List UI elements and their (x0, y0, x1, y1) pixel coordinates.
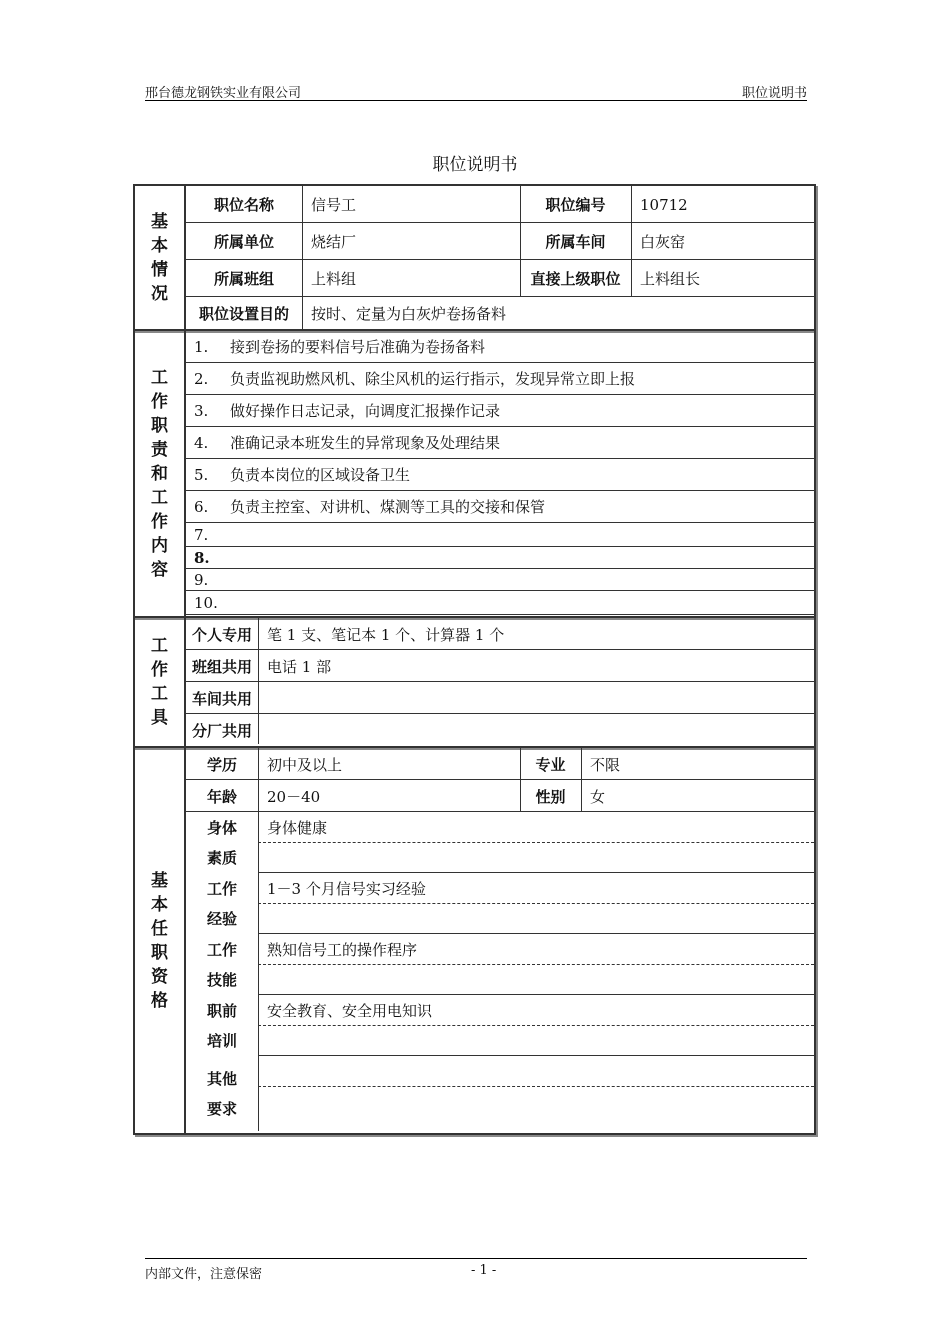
tool-value (258, 682, 814, 714)
label-line-1: 工作 (206, 879, 237, 898)
document-title: 职位说明书 (432, 155, 518, 175)
qual-block-value (258, 1056, 814, 1086)
dashed-line (258, 964, 814, 965)
tool-label: 个人专用 (191, 625, 252, 644)
field-label: 所属单位 (213, 233, 274, 251)
section-label-duties (135, 331, 186, 616)
duty-number: 5. (194, 465, 209, 484)
label-line-2: 技能 (206, 970, 237, 989)
purpose-label: 职位设置目的 (198, 304, 289, 323)
tool-value (258, 714, 814, 746)
duty-number: 9. (194, 570, 209, 589)
duty-item (186, 331, 814, 363)
section-label-char: 工 (151, 487, 168, 508)
field-label: 所属车间 (545, 233, 606, 251)
duty-number: 2. (194, 369, 209, 388)
tools-section (133, 618, 816, 748)
tool-value: 电话 1 部 (267, 657, 332, 676)
section-label-basic (135, 186, 186, 329)
field-value: 信号工 (311, 196, 357, 214)
field-label: 所属班组 (213, 270, 274, 288)
header-doc-type: 职位说明书 (741, 86, 807, 101)
tool-value: 笔 1 支、笔记本 1 个、计算器 1 个 (267, 625, 505, 644)
dashed-line (258, 1086, 814, 1087)
field-value: 上料组 (311, 270, 357, 288)
duty-number: 10. (194, 593, 218, 612)
qual-block-value: 身体健康 (267, 818, 328, 837)
label-line-2: 要求 (206, 1099, 237, 1118)
qual-block-label (186, 934, 258, 995)
section-label-char: 基 (151, 211, 168, 232)
section-label-char: 任 (151, 918, 168, 939)
basic-info-section (133, 184, 816, 331)
duty-item (186, 459, 814, 491)
label-line-1: 身体 (206, 818, 237, 837)
qual-block-label (186, 873, 258, 934)
qual-block-value: 熟知信号工的操作程序 (267, 940, 418, 959)
qual-label: 专业 (535, 755, 566, 774)
col-divider (520, 748, 521, 812)
col-divider (581, 748, 582, 812)
field-label: 直接上级职位 (530, 270, 621, 288)
page-footer (145, 1258, 807, 1282)
qual-value: 女 (590, 787, 606, 806)
duty-number: 8. (194, 548, 210, 567)
section-label-char: 容 (151, 559, 168, 580)
qual-block-value: 1－3 个月信号实习经验 (267, 879, 426, 898)
label-line-2: 培训 (206, 1031, 237, 1050)
qual-label: 年龄 (206, 787, 237, 806)
company-name: 邢台德龙钢铁实业有限公司 (145, 86, 302, 101)
qualifications-section (133, 748, 816, 1135)
field-value: 烧结厂 (311, 233, 357, 251)
confidential-note: 内部文件，注意保密 (145, 1267, 263, 1282)
page-number: - 1 - (471, 1263, 497, 1278)
section-label-char: 工 (151, 367, 168, 388)
duty-number: 3. (194, 401, 209, 420)
field-label: 职位编号 (545, 196, 606, 214)
section-label-char: 本 (151, 235, 168, 256)
field-value: 白灰窑 (640, 233, 686, 251)
duty-item (186, 363, 814, 395)
duty-text: 负责本岗位的区域设备卫生 (230, 466, 411, 484)
section-label-char: 责 (151, 439, 168, 460)
section-label-char: 格 (151, 990, 168, 1011)
section-label-char: 内 (151, 535, 168, 556)
duty-item (186, 591, 814, 615)
section-label-char: 作 (151, 660, 168, 680)
qual-block-value: 安全教育、安全用电知识 (267, 1001, 433, 1020)
duty-item (186, 569, 814, 591)
duty-text: 负责主控室、对讲机、煤测等工具的交接和保管 (230, 498, 546, 516)
section-label-char: 情 (151, 259, 168, 280)
col-divider (302, 186, 303, 329)
duty-number: 6. (194, 497, 209, 516)
dashed-line (258, 842, 814, 843)
duty-text: 做好操作日志记录，向调度汇报操作记录 (230, 402, 501, 420)
dashed-line (258, 903, 814, 904)
section-label-char: 作 (151, 391, 168, 412)
qual-block-label (186, 995, 258, 1056)
dashed-line (258, 1025, 814, 1026)
section-label-char: 具 (151, 708, 168, 728)
col-divider (520, 186, 521, 297)
duty-item (186, 395, 814, 427)
col-divider (258, 618, 259, 744)
qual-block-label (186, 812, 258, 873)
page-header (145, 82, 807, 101)
duty-item (186, 523, 814, 547)
section-label-char: 职 (151, 942, 168, 963)
duty-item (186, 427, 814, 459)
duty-text: 接到卷扬的要料信号后准确为卷扬备料 (230, 338, 486, 356)
qual-value: 初中及以上 (267, 755, 343, 774)
tool-label: 车间共用 (191, 689, 252, 708)
duty-item (186, 491, 814, 523)
section-label-char: 本 (151, 894, 168, 915)
qual-label: 性别 (535, 787, 566, 806)
section-label-char: 工 (151, 684, 168, 704)
duty-number: 7. (194, 525, 209, 544)
section-label-char: 工 (151, 636, 168, 656)
field-value: 上料组长 (640, 270, 701, 288)
section-label-tools (135, 618, 186, 746)
section-label-char: 资 (151, 966, 168, 987)
section-label-char: 职 (151, 415, 168, 436)
duty-text: 负责监视助燃风机、除尘风机的运行指示，发现异常立即上报 (230, 370, 636, 388)
label-line-1: 工作 (206, 940, 237, 959)
section-label-char: 和 (151, 463, 168, 484)
qual-value: 不限 (590, 755, 621, 774)
label-line-1: 职前 (206, 1001, 237, 1020)
section-label-char: 况 (151, 283, 168, 304)
duty-text: 准确记录本班发生的异常现象及处理结果 (230, 434, 501, 452)
field-label: 职位名称 (213, 196, 274, 214)
section-label-quals (135, 748, 186, 1133)
label-line-2: 素质 (206, 848, 237, 867)
section-label-char: 基 (151, 870, 168, 891)
qual-label: 学历 (206, 755, 237, 774)
label-line-2: 经验 (206, 909, 237, 928)
duty-number: 1. (194, 337, 209, 356)
purpose-value: 按时、定量为白灰炉卷扬备料 (311, 304, 507, 323)
section-label-char: 作 (151, 511, 168, 532)
label-line-1: 其他 (206, 1069, 237, 1088)
col-divider (631, 186, 632, 297)
duty-number: 4. (194, 433, 209, 452)
duties-section (133, 331, 816, 618)
tool-label: 分厂共用 (191, 721, 252, 740)
duty-item (186, 547, 814, 569)
field-value: 10712 (640, 195, 688, 214)
qual-block-label (186, 1056, 258, 1131)
tool-label: 班组共用 (191, 657, 252, 676)
col-divider (258, 748, 259, 1131)
qual-value: 20－40 (267, 787, 321, 806)
